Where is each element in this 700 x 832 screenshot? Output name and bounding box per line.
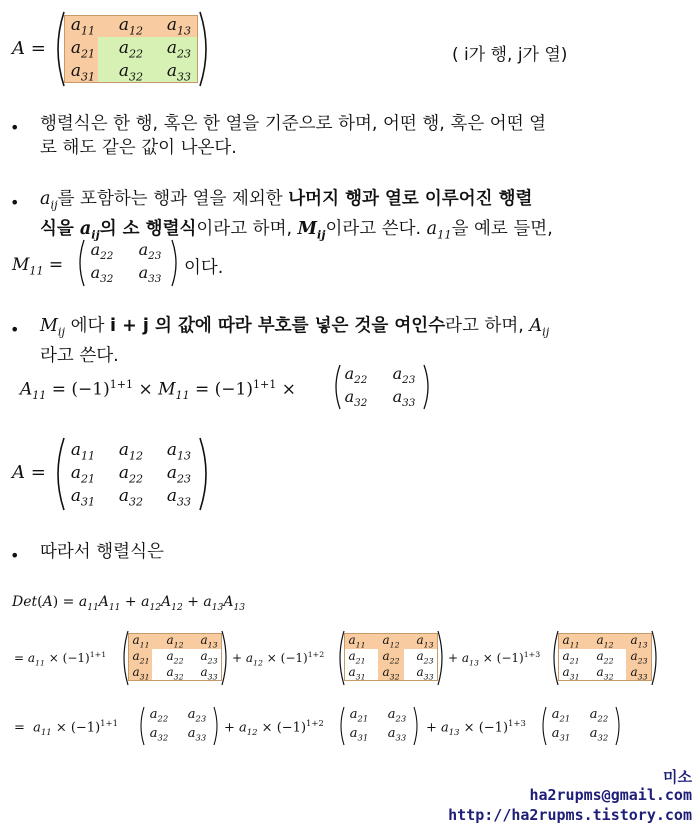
signature-email[interactable]: ha2rupms@gmail.com [529, 786, 692, 804]
a11-minor-matrix: $a_{22}$ $a_{23}$ $a_{32}$ $a_{33}$ [332, 363, 432, 411]
signature-url[interactable]: http://ha2rupms.tistory.com [448, 806, 692, 824]
expansion-matrix-3: $a_{11}$ $a_{12}$ $a_{13}$ $a_{21}$ $a_{22}$ $a_{23}$ $a_{31}$ $a_{32}$ $a_{33}$ [550, 630, 660, 686]
cell-a22: $a_{22}$ [118, 38, 144, 61]
cell-a23: $a_{23}$ [166, 38, 192, 61]
bullet-dot: • [10, 193, 20, 212]
expansion-term3-prefix: + $a_{13} \times (-1)^{1+3}$ [448, 650, 541, 668]
expansion-term1-prefix: = $a_{11} \times (-1)^{1+1}$ [14, 650, 107, 668]
signature-name: 미소 [663, 768, 692, 786]
bullet2-line1: $a_{ij}$를 포함하는 행과 열을 제외한 나머지 행과 열로 이루어진 행렬 [40, 189, 533, 212]
minor-matrix-3: $a_{21}$ $a_{22}$ $a_{31}$ $a_{32}$ [540, 706, 622, 746]
bullet3-text [40, 314, 690, 368]
bullet1-text [40, 112, 680, 160]
m11-tail: 이다. [184, 258, 224, 278]
index-note: ( i가 행, j가 열) [452, 45, 568, 65]
minor-matrix-2: $a_{21}$ $a_{23}$ $a_{31}$ $a_{33}$ [338, 706, 420, 746]
bullet3-line2: 라고 쓴다. [40, 345, 119, 366]
matrix-a-highlighted [52, 10, 212, 88]
m11-label: $M_{11}$ = [12, 255, 64, 278]
bullet-dot: • [10, 320, 20, 339]
det-definition: $Det(A) = a_{11}A_{11} + a_{12}A_{12} + a_{13}A_{13}$ [12, 594, 246, 613]
bullet-dot: • [10, 118, 20, 137]
bullet3-line1: $M_{ij}$ 에다 i + j 의 값에 따라 부호를 넣은 것을 여인수라고 하며, $A_{ij}$ [40, 316, 550, 339]
expansion-term2-prefix: + $a_{12} \times (-1)^{1+2}$ [232, 650, 325, 668]
cell-a31: $a_{31}$ [70, 61, 96, 84]
a11-cofactor-formula: $A_{11} = (-1)^{1+1} \times M_{11} = (-1)^{1+1}$ × [20, 378, 296, 403]
cell-a11: $a_{11}$ [70, 15, 96, 38]
minor-term3-prefix: + $a_{13} \times (-1)^{1+3}$ [426, 718, 526, 737]
matrix-a-plain-label: A = [12, 462, 46, 483]
bullet-dot: • [10, 546, 20, 565]
matrix-a-label: A = [12, 38, 46, 59]
cell-a33: $a_{33}$ [166, 61, 192, 84]
expansion-matrix-2: $a_{11}$ $a_{12}$ $a_{13}$ $a_{21}$ $a_{22}$ $a_{23}$ $a_{31}$ $a_{32}$ $a_{33}$ [336, 630, 446, 686]
expansion-matrix-1: $a_{11}$ $a_{12}$ $a_{13}$ $a_{21}$ $a_{22}$ $a_{23}$ $a_{31}$ $a_{32}$ $a_{33}$ [120, 630, 230, 686]
cell-a21: $a_{21}$ [70, 38, 96, 61]
bullet1-line2: 로 해도 같은 값이 나온다. [40, 138, 237, 158]
cell-a13: $a_{13}$ [166, 15, 192, 38]
matrix-a-plain: $a_{11}$ $a_{12}$ $a_{13}$ $a_{21}$ $a_{22}$ $a_{23}$ $a_{31}$ $a_{32}$ $a_{33}$ [52, 436, 212, 512]
bullet1-line1: 행렬식은 한 행, 혹은 한 열을 기준으로 하며, 어떤 행, 혹은 어떤 열 [40, 114, 547, 134]
bullet4-text: 따라서 행렬식은 [40, 542, 164, 562]
minor-term1-prefix: = $a_{11} \times (-1)^{1+1}$ [14, 718, 118, 737]
m11-matrix: $a_{22}$ $a_{23}$ $a_{32}$ $a_{33}$ [76, 238, 180, 288]
minor-matrix-1: $a_{22}$ $a_{23}$ $a_{32}$ $a_{33}$ [138, 706, 220, 746]
cell-a32: $a_{32}$ [118, 61, 144, 84]
minor-term2-prefix: + $a_{12} \times (-1)^{1+2}$ [224, 718, 324, 737]
cell-a12: $a_{12}$ [118, 15, 144, 38]
bullet2-line2: 식을 $a_{ij}$의 소 행렬식이라고 하며, $M_{ij}$이라고 쓴다. $a_{11}$을 예로 들면, [40, 218, 553, 241]
